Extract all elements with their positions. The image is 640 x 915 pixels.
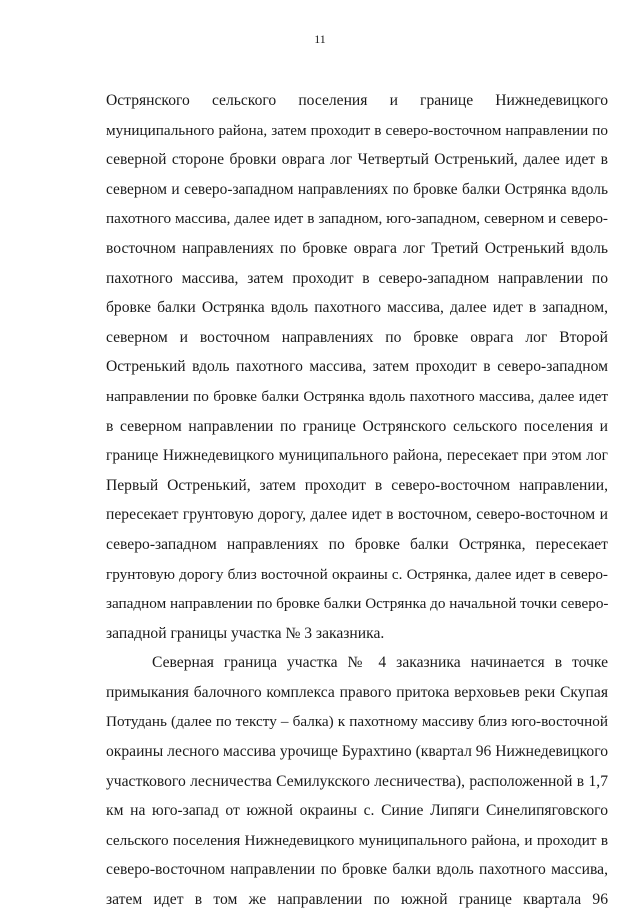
text-line: окраины лесного массива урочище Бурахтино (квартал 96 Нижнедевицкого	[106, 743, 608, 761]
body-text	[106, 86, 608, 915]
page-number: 11	[314, 32, 326, 46]
text-line: восточном направлениях по бровке оврага лог Третий Остренький вдоль	[106, 239, 608, 257]
text-line: северном и восточном направлениях по бровке оврага лог Второй	[106, 328, 608, 346]
text-line: примыкания балочного комплекса правого притока верховьев реки Скупая	[106, 683, 608, 701]
text-line: пахотного массива, затем проходит в северо-западном направлении по	[106, 269, 608, 287]
text-line: бровке балки Острянка вдоль пахотного массива, далее идет в западном,	[106, 299, 608, 317]
text-line: в северном направлении по границе Острянского сельского поселения и	[106, 417, 608, 435]
text-line: пересекает грунтовую дорогу, далее идет в восточном, северо-восточном и	[106, 506, 608, 524]
text-line: участкового лесничества Семилукского лесничества), расположенной в 1,7	[106, 772, 608, 790]
text-line: км на юго-запад от южной окраины с. Синие Липяги Синелипяговского	[106, 802, 608, 820]
text-line: западной границы участка № 3 заказника.	[106, 624, 385, 642]
text-line: сельского поселения Нижнедевицкого муниципального района, и проходит в	[106, 831, 608, 849]
text-line: Острянского сельского поселения и границе Нижнедевицкого	[106, 92, 608, 109]
text-line: северо-западном направлениях по бровке балки Острянка, пересекает	[106, 535, 608, 553]
text-line: северном и северо-западном направлениях по бровке балки Острянка вдоль	[106, 180, 608, 198]
text-line: муниципального района, затем проходит в северо-восточном направлении по	[106, 121, 608, 139]
text-line: пахотного массива, далее идет в западном, юго-западном, северном и северо-	[106, 210, 608, 228]
text-line: Северная граница участка № 4 заказника начинается в точке	[152, 654, 608, 672]
text-line: затем идет в том же направлении по южной границе квартала 96	[106, 891, 608, 909]
text-line: Остренький вдоль пахотного массива, затем проходит в северо-западном	[106, 358, 608, 376]
text-line: грунтовую дорогу близ восточной окраины с. Острянка, далее идет в северо-	[106, 565, 608, 583]
text-line: северо-восточном направлении по бровке балки вдоль пахотного массива,	[106, 861, 608, 879]
text-line: границе Нижнедевицкого муниципального района, пересекает при этом лог	[106, 447, 608, 465]
text-line: направлении по бровке балки Острянка вдоль пахотного массива, далее идет	[106, 387, 608, 405]
text-line: Первый Остренький, затем проходит в северо-восточном направлении,	[106, 476, 608, 494]
text-line: западном направлении по бровке балки Острянка до начальной точки северо-	[106, 595, 608, 613]
text-line: северной стороне бровки оврага лог Четвертый Остренький, далее идет в	[106, 151, 608, 169]
text-line: Потудань (далее по тексту – балка) к пахотному массиву близ юго-восточной	[106, 713, 608, 731]
